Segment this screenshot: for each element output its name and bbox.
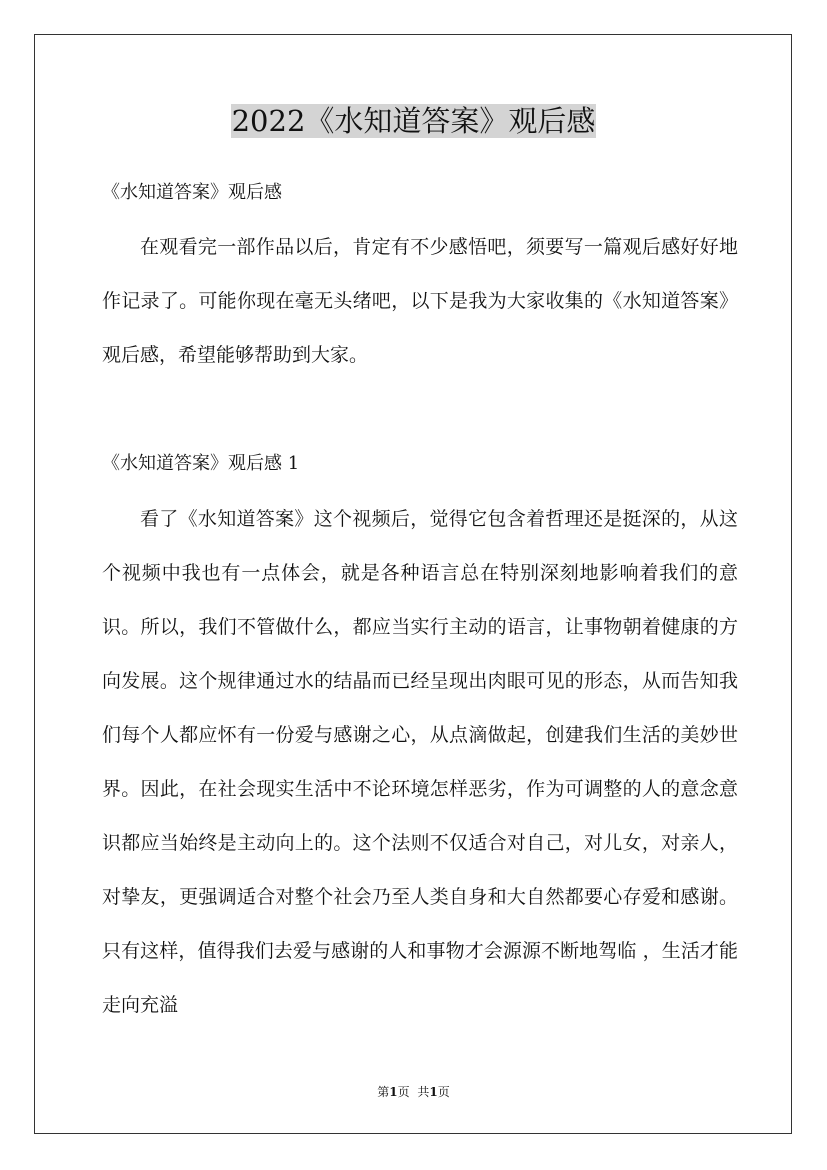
document-title xyxy=(0,100,827,142)
footer-page-suffix: 页 xyxy=(397,1085,410,1099)
footer-page-prefix: 第 xyxy=(377,1085,390,1099)
section-1-paragraph: 看了《水知道答案》这个视频后，觉得它包含着哲理还是挺深的，从这个视频中我也有一点体会，就是各种语言总在特别深刻地影响着我们的意识。所以，我们不管做什么，都应当实行主动的语言，让事物朝着健康的方向发展。这个规律通过水的结晶而已经呈现出肉眼可见的形态，从而告知我们每个人都应怀有一份爱与感谢之心，从点滴做起，创建我们生活的美妙世界。因此，在社会现实生活中不论环境怎样恶劣，作为可调整的人的意念意识都应当始终是主动向上的。这个法则不仅适合对自己，对儿女，对亲人，对挚友，更强调适合对整个社会乃至人类自身和大自然都要心存爱和感谢。只有这样，值得我们去爱与感谢的人和事物才会源源不断地驾临 ，生活才能走向充溢 xyxy=(102,508,738,1016)
footer-page-number: 1 xyxy=(389,1085,398,1099)
footer-total-suffix: 页 xyxy=(437,1085,450,1099)
title-text: 2022《水知道答案》观后感 xyxy=(231,104,596,138)
page-footer xyxy=(0,1083,827,1101)
footer-total-prefix: 共 xyxy=(417,1085,430,1099)
intro-heading: 《水知道答案》观后感 xyxy=(102,182,282,203)
footer-total-pages: 1 xyxy=(429,1085,438,1099)
intro-paragraph: 在观看完一部作品以后，肯定有不少感悟吧，须要写一篇观后感好好地作记录了。可能你现在毫无头绪吧，以下是我为大家收集的《水知道答案》观后感，希望能够帮助到大家。 xyxy=(102,236,738,366)
section-1-heading: 《水知道答案》观后感 1 xyxy=(102,453,300,474)
